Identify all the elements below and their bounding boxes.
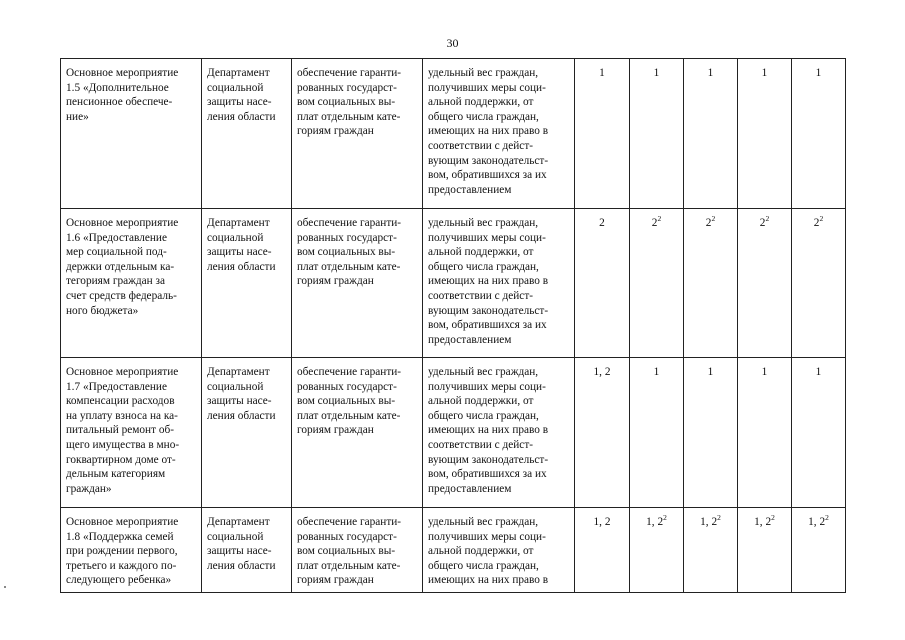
value-cell <box>684 358 738 508</box>
cell-text-line: вом социальных вы- <box>297 395 396 408</box>
value-cell <box>792 59 846 209</box>
cell-text-line: рованных государст- <box>297 380 397 393</box>
program-activities-table <box>60 58 846 593</box>
cell-text-line: третьего и каждого по- <box>66 559 177 572</box>
value-main: 1 <box>761 67 768 79</box>
result-cell <box>292 209 423 358</box>
activity-cell <box>61 508 202 593</box>
table-row <box>61 508 846 593</box>
cell-text-line: общего числа граждан, <box>428 559 539 572</box>
cell-text-line: Основное мероприятие <box>66 67 179 79</box>
cell-text-line: гориям граждан <box>297 125 374 138</box>
value-main: 2 <box>599 217 605 229</box>
value-cell <box>738 59 792 209</box>
cell-text-line: имеющих на них право в <box>428 125 549 138</box>
cell-text-line: рованных государст- <box>297 231 397 244</box>
executor-cell <box>202 358 292 508</box>
result-cell <box>292 59 423 209</box>
value-cell <box>575 358 630 508</box>
cell-text-line: альной поддержки, от <box>428 545 534 558</box>
table-row <box>61 358 846 508</box>
cell-text-line: при рождении первого, <box>66 545 178 558</box>
cell-text-line: Департамент <box>207 217 270 229</box>
value-main: 2 <box>705 217 712 229</box>
cell-text-line: мер социальной под- <box>66 246 167 259</box>
cell-text-line: 1.5 «Дополнительное <box>66 81 169 94</box>
cell-text-line: вующим законодательст- <box>428 453 549 466</box>
value-cell <box>575 209 630 358</box>
cell-text-line: питальный ремонт об- <box>66 424 174 437</box>
cell-text-line: альной поддержки, от <box>428 246 534 259</box>
cell-text-line: защиты насе- <box>207 246 272 259</box>
cell-text-line: ления области <box>207 409 276 422</box>
value-main: 1 <box>761 366 768 378</box>
indicator-cell <box>423 508 575 593</box>
cell-text-line: счет средств федераль- <box>66 289 177 302</box>
value-superscript: 2 <box>825 513 829 522</box>
value-cell <box>738 508 792 593</box>
value-cell <box>738 209 792 358</box>
cell-text-line: на уплату взноса на ка- <box>66 409 178 422</box>
value-cell <box>630 59 684 209</box>
value-cell <box>575 59 630 209</box>
value-superscript: 2 <box>711 214 716 223</box>
executor-cell <box>202 209 292 358</box>
value-superscript: 2 <box>657 214 662 223</box>
cell-text-line: гориям граждан <box>297 574 374 587</box>
cell-text-line: защиты насе- <box>207 545 272 558</box>
cell-text-line: пенсионное обеспече- <box>66 96 173 109</box>
cell-text-line: общего числа граждан, <box>428 260 539 273</box>
value-cell <box>684 209 738 358</box>
cell-text-line: имеющих на них право в <box>428 275 549 288</box>
cell-text-line: социальной <box>207 231 264 244</box>
cell-text-line: получивших меры соци- <box>428 380 546 393</box>
scan-speck <box>4 586 6 588</box>
cell-text-line: удельный вес граждан, <box>428 217 539 229</box>
cell-text-line: гориям граждан <box>297 275 374 288</box>
value-main: 1, 2 <box>754 516 772 528</box>
cell-text-line: 1.6 «Предоставление <box>66 231 167 244</box>
value-main: 1 <box>815 366 822 378</box>
cell-text-line: предоставлением <box>428 333 512 346</box>
cell-text-line: получивших меры соци- <box>428 231 546 244</box>
cell-text-line: защиты насе- <box>207 96 272 109</box>
cell-text-line: Департамент <box>207 516 270 528</box>
value-cell <box>575 508 630 593</box>
value-main: 2 <box>759 217 766 229</box>
cell-text-line: социальной <box>207 81 264 94</box>
indicator-cell <box>423 209 575 358</box>
activity-cell <box>61 59 202 209</box>
cell-text-line: защиты насе- <box>207 395 272 408</box>
cell-text-line: вом социальных вы- <box>297 96 396 109</box>
value-main: 1 <box>707 366 714 378</box>
value-cell <box>684 508 738 593</box>
cell-text-line: Основное мероприятие <box>66 516 179 528</box>
cell-text-line: Департамент <box>207 67 270 79</box>
cell-text-line: соответствии с дейст- <box>428 438 534 451</box>
value-main: 1 <box>599 67 605 79</box>
cell-text-line: плат отдельным кате- <box>297 409 401 422</box>
cell-text-line: предоставлением <box>428 183 512 196</box>
cell-text-line: ления области <box>207 260 276 273</box>
cell-text-line: социальной <box>207 380 264 393</box>
cell-text-line: дельным категориям <box>66 468 166 481</box>
cell-text-line: плат отдельным кате- <box>297 260 401 273</box>
executor-cell <box>202 59 292 209</box>
cell-text-line: обеспечение гаранти- <box>297 217 402 229</box>
cell-text-line: щего имущества в мно- <box>66 438 180 451</box>
cell-text-line: компенсации расходов <box>66 395 175 408</box>
value-main: 1 <box>653 67 660 79</box>
cell-text-line: обеспечение гаранти- <box>297 366 402 378</box>
result-cell <box>292 508 423 593</box>
cell-text-line: держки отдельным ка- <box>66 260 175 273</box>
cell-text-line: рованных государст- <box>297 530 397 543</box>
value-superscript: 2 <box>819 214 824 223</box>
cell-text-line: вом, обратившихся за их <box>428 319 547 332</box>
cell-text-line: имеющих на них право в <box>428 574 549 587</box>
value-main: 1, 2 <box>646 516 664 528</box>
cell-text-line: вом, обратившихся за их <box>428 468 547 481</box>
value-cell <box>738 358 792 508</box>
cell-text-line: Основное мероприятие <box>66 366 179 378</box>
cell-text-line: 1.8 «Поддержка семей <box>66 530 174 543</box>
value-superscript: 2 <box>765 214 770 223</box>
cell-text-line: ного бюджета» <box>66 304 139 317</box>
cell-text-line: 1.7 «Предоставление <box>66 380 167 393</box>
cell-text-line: получивших меры соци- <box>428 530 546 543</box>
value-cell <box>792 209 846 358</box>
value-cell <box>684 59 738 209</box>
cell-text-line: альной поддержки, от <box>428 395 534 408</box>
cell-text-line: граждан» <box>66 482 112 495</box>
cell-text-line: вом социальных вы- <box>297 545 396 558</box>
value-main: 1, 2 <box>808 516 826 528</box>
value-superscript: 2 <box>771 513 775 522</box>
value-main: 1 <box>653 366 660 378</box>
cell-text-line: альной поддержки, от <box>428 96 534 109</box>
cell-text-line: соответствии с дейст- <box>428 289 534 302</box>
indicator-cell <box>423 358 575 508</box>
table-row <box>61 209 846 358</box>
cell-text-line: Основное мероприятие <box>66 217 179 229</box>
value-superscript: 2 <box>717 513 721 522</box>
value-main: 1 <box>707 67 714 79</box>
cell-text-line: плат отдельным кате- <box>297 110 401 123</box>
cell-text-line: Департамент <box>207 366 270 378</box>
cell-text-line: ние» <box>66 110 89 123</box>
value-main: 1, 2 <box>700 516 718 528</box>
cell-text-line: обеспечение гаранти- <box>297 67 402 79</box>
activity-cell <box>61 209 202 358</box>
value-cell <box>630 508 684 593</box>
cell-text-line: получивших меры соци- <box>428 81 546 94</box>
value-main: 1 <box>815 67 822 79</box>
cell-text-line: тегориям граждан за <box>66 275 166 288</box>
indicator-cell <box>423 59 575 209</box>
cell-text-line: ления области <box>207 559 276 572</box>
table-body <box>61 59 846 593</box>
cell-text-line: общего числа граждан, <box>428 409 539 422</box>
page-number: 30 <box>446 36 459 50</box>
result-cell <box>292 358 423 508</box>
value-main: 1, 2 <box>593 366 611 378</box>
value-superscript: 2 <box>663 513 667 522</box>
cell-text-line: предоставлением <box>428 482 512 495</box>
value-cell <box>792 358 846 508</box>
executor-cell <box>202 508 292 593</box>
cell-text-line: плат отдельным кате- <box>297 559 401 572</box>
cell-text-line: имеющих на них право в <box>428 424 549 437</box>
activity-cell <box>61 358 202 508</box>
cell-text-line: следующего ребенка» <box>66 574 172 587</box>
value-cell <box>792 508 846 593</box>
table-row <box>61 59 846 209</box>
cell-text-line: обеспечение гаранти- <box>297 516 402 528</box>
cell-text-line: соответствии с дейст- <box>428 139 534 152</box>
cell-text-line: удельный вес граждан, <box>428 67 539 79</box>
value-cell <box>630 358 684 508</box>
cell-text-line: вом социальных вы- <box>297 246 396 259</box>
cell-text-line: вом, обратившихся за их <box>428 169 547 182</box>
cell-text-line: социальной <box>207 530 264 543</box>
cell-text-line: удельный вес граждан, <box>428 516 539 528</box>
cell-text-line: удельный вес граждан, <box>428 366 539 378</box>
value-cell <box>630 209 684 358</box>
cell-text-line: рованных государст- <box>297 81 397 94</box>
cell-text-line: вующим законодательст- <box>428 304 549 317</box>
cell-text-line: общего числа граждан, <box>428 110 539 123</box>
cell-text-line: ления области <box>207 110 276 123</box>
cell-text-line: вующим законодательст- <box>428 154 549 167</box>
value-main: 2 <box>651 217 658 229</box>
value-main: 1, 2 <box>593 516 611 528</box>
value-main: 2 <box>813 217 820 229</box>
cell-text-line: гориям граждан <box>297 424 374 437</box>
cell-text-line: гоквартирном доме от- <box>66 453 176 466</box>
